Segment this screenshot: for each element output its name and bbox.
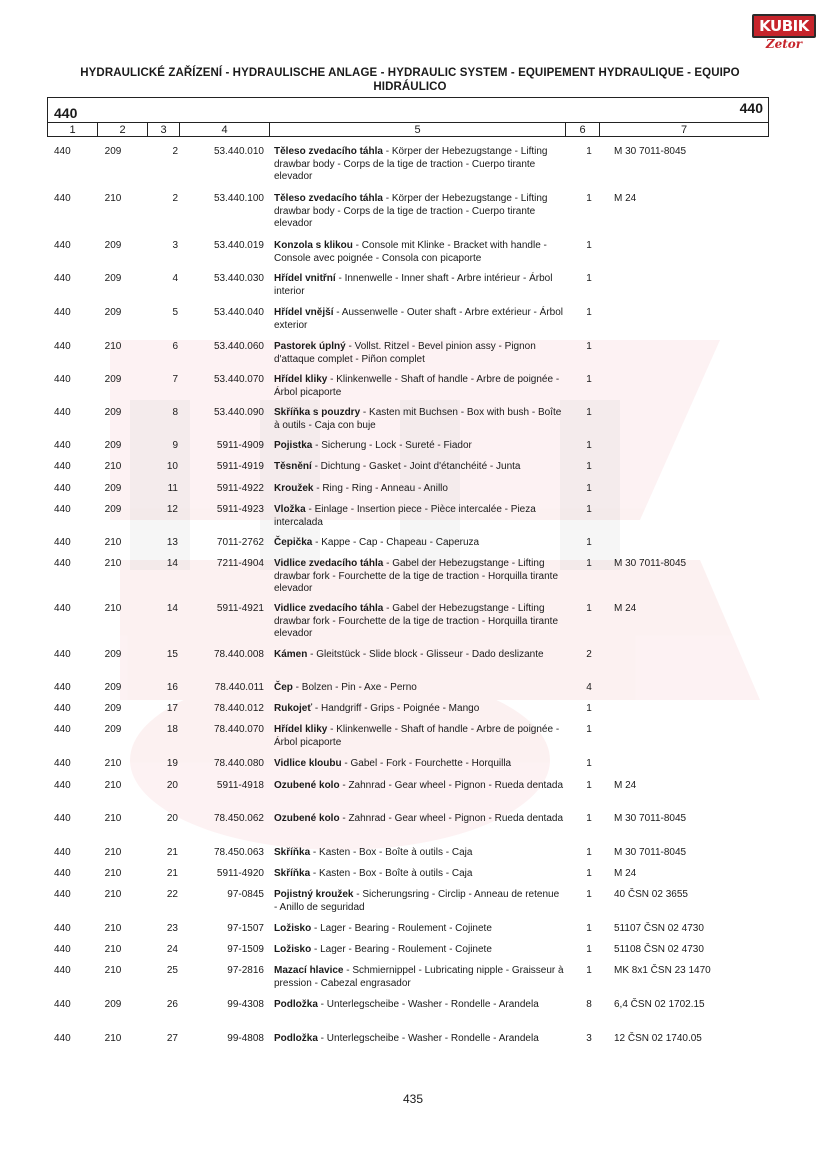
cell-description xyxy=(274,780,564,793)
part-name: Těsnění xyxy=(274,461,312,472)
cell-group: 440 xyxy=(54,440,71,451)
cell-position: 27 xyxy=(166,1033,178,1044)
cell-group: 440 xyxy=(54,407,71,418)
cell-quantity: 1 xyxy=(586,440,592,451)
cell-position: 2 xyxy=(172,193,178,204)
cell-part-number: 53.440.100 xyxy=(213,193,264,204)
section-title xyxy=(40,66,780,94)
part-name: Konzola s klikou xyxy=(274,240,353,251)
cell-position: 23 xyxy=(166,923,178,934)
cell-quantity: 1 xyxy=(586,537,592,548)
cell-quantity: 1 xyxy=(586,965,592,976)
cell-quantity: 1 xyxy=(586,944,592,955)
part-name: Vidlice zvedacího táhla xyxy=(274,603,384,614)
cell-description xyxy=(274,682,564,695)
part-translations: - Körper der Hebezugstange - Lifting drawbar body - Corps de la tige de traction - Cuerpo tirante elevador xyxy=(274,146,548,182)
part-name: Těleso zvedacího táhla xyxy=(274,146,383,157)
cell-part-number: 7211-4904 xyxy=(216,558,264,569)
cell-figure: 210 xyxy=(104,1033,122,1044)
part-translations: - Gabel der Hebezugstange - Lifting drawbar fork - Fourchette de la tige de traction - Horquilla tirante elevador xyxy=(274,603,559,639)
cell-figure: 209 xyxy=(104,999,122,1010)
section-title-line1: HYDRAULICKÉ ZAŘÍZENÍ - HYDRAULISCHE ANLAGE - HYDRAULIC SYSTEM - EQUIPEMENT HYDRAULIQUE - EQUIPO xyxy=(80,67,740,79)
cell-figure: 209 xyxy=(104,307,122,318)
part-name: Hřídel kliky xyxy=(274,374,328,385)
cell-position: 20 xyxy=(166,780,178,791)
cell-position: 15 xyxy=(166,649,178,660)
cell-figure: 209 xyxy=(104,440,122,451)
cell-description xyxy=(274,965,564,990)
part-name: Hřídel vnitřní xyxy=(274,273,336,284)
cell-part-number: 53.440.019 xyxy=(213,240,264,251)
cell-part-number: 97-0845 xyxy=(227,889,264,900)
part-translations: - Gleitstück - Slide block - Glisseur - Dado deslizante xyxy=(307,649,544,660)
cell-figure: 210 xyxy=(104,558,122,569)
part-name: Rukojeť xyxy=(274,703,313,714)
cell-position: 17 xyxy=(166,703,178,714)
cell-description xyxy=(274,407,564,432)
cell-description xyxy=(274,504,564,529)
cell-part-number: 53.440.010 xyxy=(213,146,264,157)
cell-part-number: 97-2816 xyxy=(227,965,264,976)
cell-part-number: 53.440.090 xyxy=(213,407,264,418)
cell-quantity: 1 xyxy=(586,847,592,858)
cell-quantity: 4 xyxy=(586,682,592,693)
cell-description xyxy=(274,483,564,496)
cell-part-number: 53.440.070 xyxy=(213,374,264,385)
part-translations: - Kasten - Box - Boîte à outils - Caja xyxy=(310,847,473,858)
cell-group: 440 xyxy=(54,868,71,879)
cell-position: 18 xyxy=(166,724,178,735)
cell-part-number: 78.440.011 xyxy=(214,682,264,693)
cell-group: 440 xyxy=(54,847,71,858)
part-name: Ložisko xyxy=(274,944,312,955)
cell-quantity: 1 xyxy=(586,603,592,614)
cell-position: 9 xyxy=(172,440,178,451)
cell-part-number: 97-1509 xyxy=(227,944,264,955)
cell-figure: 210 xyxy=(104,923,122,934)
part-name: Těleso zvedacího táhla xyxy=(274,193,383,204)
part-name: Hřídel vnější xyxy=(274,307,334,318)
cell-group: 440 xyxy=(54,813,71,824)
cell-position: 13 xyxy=(166,537,178,548)
cell-note: 51107 ČSN 02 4730 xyxy=(614,923,704,934)
part-translations: - Einlage - Insertion piece - Pièce intercalée - Pieza intercalada xyxy=(274,504,536,528)
cell-description xyxy=(274,944,564,957)
column-header-2: 2 xyxy=(98,123,148,137)
cell-group: 440 xyxy=(54,649,71,660)
part-translations: - Schmiernippel - Lubricating nipple - Graisseur à pression - Cabezal engrasador xyxy=(274,965,564,989)
column-header-row xyxy=(48,122,768,137)
cell-group: 440 xyxy=(54,504,71,515)
cell-description xyxy=(274,847,564,860)
cell-position: 11 xyxy=(167,483,178,494)
part-translations: - Vollst. Ritzel - Bevel pinion assy - Pignon d'attaque complet - Piñon complet xyxy=(274,341,536,365)
cell-quantity: 1 xyxy=(586,240,592,251)
cell-part-number: 53.440.060 xyxy=(213,341,264,352)
cell-figure: 209 xyxy=(104,273,122,284)
cell-description xyxy=(274,1033,564,1046)
cell-quantity: 1 xyxy=(586,558,592,569)
cell-note: M 30 7011-8045 xyxy=(614,847,687,858)
cell-group: 440 xyxy=(54,193,71,204)
cell-quantity: 1 xyxy=(586,758,592,769)
part-name: Ozubené kolo xyxy=(274,813,340,824)
group-number-right: 440 xyxy=(739,100,763,116)
cell-figure: 210 xyxy=(104,603,122,614)
cell-group: 440 xyxy=(54,1033,71,1044)
cell-description xyxy=(274,999,564,1012)
cell-position: 4 xyxy=(172,273,178,284)
cell-figure: 210 xyxy=(104,537,122,548)
cell-figure: 210 xyxy=(104,965,122,976)
cell-quantity: 1 xyxy=(586,483,592,494)
cell-part-number: 5911-4918 xyxy=(216,780,264,791)
cell-position: 14 xyxy=(166,603,178,614)
cell-note: 12 ČSN 02 1740.05 xyxy=(614,1033,702,1044)
cell-description xyxy=(274,440,564,453)
cell-position: 19 xyxy=(166,758,178,769)
cell-figure: 209 xyxy=(104,724,122,735)
part-translations: - Körper der Hebezugstange - Lifting drawbar body - Corps de la tige de traction - Cuerpo tirante elevador xyxy=(274,193,548,229)
cell-note: M 30 7011-8045 xyxy=(614,813,687,824)
cell-group: 440 xyxy=(54,273,71,284)
cell-note: M 24 xyxy=(614,603,637,614)
cell-group: 440 xyxy=(54,307,71,318)
part-translations: - Kasten mit Buchsen - Box with bush - Boîte à outils - Caja con buje xyxy=(274,407,562,431)
cell-quantity: 1 xyxy=(586,813,592,824)
cell-quantity: 1 xyxy=(586,504,592,515)
cell-position: 21 xyxy=(166,868,178,879)
part-name: Čepička xyxy=(274,537,313,548)
cell-group: 440 xyxy=(54,146,71,157)
cell-part-number: 99-4808 xyxy=(227,1033,264,1044)
cell-group: 440 xyxy=(54,537,71,548)
cell-note: 40 ČSN 02 3655 xyxy=(614,889,688,900)
cell-quantity: 1 xyxy=(586,273,592,284)
part-translations: - Klinkenwelle - Shaft of handle - Arbre de poignée - Árbol picaporte xyxy=(274,374,560,398)
cell-description xyxy=(274,461,564,474)
part-name: Podložka xyxy=(274,999,318,1010)
cell-quantity: 1 xyxy=(586,146,592,157)
cell-description xyxy=(274,758,564,771)
cell-part-number: 5911-4909 xyxy=(216,440,264,451)
cell-group: 440 xyxy=(54,603,71,614)
table-header xyxy=(47,97,769,137)
cell-group: 440 xyxy=(54,923,71,934)
cell-position: 20 xyxy=(166,813,178,824)
part-translations: - Sicherung - Lock - Sureté - Fiador xyxy=(312,440,472,451)
cell-description xyxy=(274,558,564,596)
cell-quantity: 1 xyxy=(586,780,592,791)
part-name: Skříňka xyxy=(274,868,311,879)
part-translations: - Dichtung - Gasket - Joint d'étanchéité - Junta xyxy=(311,461,521,472)
part-translations: - Ring - Ring - Anneau - Anillo xyxy=(313,483,448,494)
cell-figure: 210 xyxy=(104,847,122,858)
cell-figure: 209 xyxy=(104,703,122,714)
part-translations: - Zahnrad - Gear wheel - Pignon - Rueda dentada xyxy=(339,780,564,791)
cell-group: 440 xyxy=(54,374,71,385)
cell-note: M 30 7011-8045 xyxy=(614,558,687,569)
cell-description xyxy=(274,724,564,749)
part-name: Vidlice kloubu xyxy=(274,758,342,769)
cell-quantity: 1 xyxy=(586,193,592,204)
part-translations: - Zahnrad - Gear wheel - Pignon - Rueda dentada xyxy=(339,813,564,824)
cell-group: 440 xyxy=(54,999,71,1010)
part-name: Vidlice zvedacího táhla xyxy=(274,558,384,569)
cell-position: 12 xyxy=(166,504,178,515)
cell-group: 440 xyxy=(54,965,71,976)
cell-quantity: 1 xyxy=(586,868,592,879)
cell-position: 5 xyxy=(172,307,178,318)
cell-part-number: 78.450.063 xyxy=(213,847,264,858)
part-translations: - Lager - Bearing - Roulement - Cojinete xyxy=(311,944,492,955)
cell-part-number: 53.440.040 xyxy=(213,307,264,318)
cell-figure: 210 xyxy=(104,461,122,472)
cell-position: 22 xyxy=(166,889,178,900)
cell-description xyxy=(274,307,564,332)
cell-figure: 209 xyxy=(104,483,122,494)
part-translations: - Gabel - Fork - Fourchette - Horquilla xyxy=(341,758,512,769)
cell-description xyxy=(274,240,564,265)
cell-part-number: 7011-2762 xyxy=(216,537,264,548)
cell-quantity: 1 xyxy=(586,889,592,900)
cell-part-number: 78.440.080 xyxy=(213,758,264,769)
part-name: Pojistný kroužek xyxy=(274,889,354,900)
cell-figure: 209 xyxy=(104,504,122,515)
cell-figure: 209 xyxy=(104,682,122,693)
cell-position: 7 xyxy=(172,374,178,385)
cell-figure: 210 xyxy=(104,944,122,955)
cell-note: 6,4 ČSN 02 1702.15 xyxy=(614,999,705,1010)
part-name: Podložka xyxy=(274,1033,318,1044)
cell-note: MK 8x1 ČSN 23 1470 xyxy=(614,965,711,976)
cell-description xyxy=(274,649,564,662)
cell-description xyxy=(274,374,564,399)
cell-figure: 209 xyxy=(104,407,122,418)
cell-part-number: 78.440.012 xyxy=(213,703,264,714)
group-number-left: 440 xyxy=(54,105,78,121)
cell-figure: 209 xyxy=(104,146,122,157)
part-name: Skříňka xyxy=(274,847,311,858)
cell-group: 440 xyxy=(54,780,71,791)
cell-note: M 24 xyxy=(614,868,637,879)
cell-group: 440 xyxy=(54,558,71,569)
column-header-3: 3 xyxy=(148,123,180,137)
cell-description xyxy=(274,868,564,881)
cell-group: 440 xyxy=(54,703,71,714)
column-header-5: 5 xyxy=(270,123,566,137)
cell-part-number: 97-1507 xyxy=(227,923,264,934)
cell-description xyxy=(274,923,564,936)
column-header-1: 1 xyxy=(48,123,98,137)
part-name: Vložka xyxy=(274,504,306,515)
column-header-4: 4 xyxy=(180,123,270,137)
cell-quantity: 1 xyxy=(586,341,592,352)
part-name: Kámen xyxy=(274,649,308,660)
part-translations: - Sicherungsring - Circlip - Anneau de retenue - Anillo de seguridad xyxy=(274,889,560,913)
cell-description xyxy=(274,341,564,366)
part-translations: - Gabel der Hebezugstange - Lifting drawbar fork - Fourchette de la tige de traction - Horquilla tirante elevador xyxy=(274,558,559,594)
column-header-7: 7 xyxy=(680,124,688,136)
cell-quantity: 1 xyxy=(586,407,592,418)
part-name: Kroužek xyxy=(274,483,314,494)
cell-part-number: 78.440.070 xyxy=(213,724,264,735)
cell-part-number: 99-4308 xyxy=(227,999,264,1010)
cell-quantity: 1 xyxy=(586,703,592,714)
cell-position: 24 xyxy=(166,944,178,955)
cell-figure: 209 xyxy=(104,649,122,660)
cell-quantity: 3 xyxy=(586,1033,592,1044)
part-name: Hřídel kliky xyxy=(274,724,328,735)
part-name: Čep xyxy=(274,682,293,693)
cell-figure: 210 xyxy=(104,813,122,824)
part-translations: - Aussenwelle - Outer shaft - Arbre extérieur - Árbol exterior xyxy=(274,307,564,331)
section-title-line2: HIDRÁULICO xyxy=(373,81,447,93)
cell-group: 440 xyxy=(54,724,71,735)
cell-quantity: 1 xyxy=(586,461,592,472)
cell-note: 51108 ČSN 02 4730 xyxy=(614,944,704,955)
cell-description xyxy=(274,537,564,550)
column-header-6: 6 xyxy=(566,123,600,137)
part-name: Ozubené kolo xyxy=(274,780,340,791)
cell-part-number: 78.440.008 xyxy=(213,649,264,660)
cell-description xyxy=(274,146,564,184)
cell-position: 26 xyxy=(166,999,178,1010)
cell-group: 440 xyxy=(54,944,71,955)
part-translations: - Bolzen - Pin - Axe - Perno xyxy=(292,682,417,693)
cell-quantity: 1 xyxy=(586,307,592,318)
cell-note: M 30 7011-8045 xyxy=(614,146,687,157)
cell-quantity: 2 xyxy=(586,649,592,660)
cell-quantity: 1 xyxy=(586,374,592,385)
part-name: Mazací hlavice xyxy=(274,965,344,976)
cell-part-number: 5911-4922 xyxy=(216,483,264,494)
cell-quantity: 1 xyxy=(586,724,592,735)
part-translations: - Lager - Bearing - Roulement - Cojinete xyxy=(311,923,492,934)
cell-description xyxy=(274,889,564,914)
cell-group: 440 xyxy=(54,240,71,251)
cell-position: 16 xyxy=(166,682,178,693)
cell-note: M 24 xyxy=(614,193,637,204)
part-translations: - Console mit Klinke - Bracket with handle - Console avec poignée - Consola con picaporte xyxy=(274,240,547,264)
part-translations: - Unterlegscheibe - Washer - Rondelle - Arandela xyxy=(317,1033,539,1044)
cell-position: 10 xyxy=(166,461,178,472)
cell-group: 440 xyxy=(54,461,71,472)
cell-position: 8 xyxy=(172,407,178,418)
part-translations: - Kappe - Cap - Chapeau - Caperuza xyxy=(312,537,480,548)
part-translations: - Innenwelle - Inner shaft - Arbre intérieur - Árbol interior xyxy=(274,273,553,297)
cell-quantity: 1 xyxy=(586,923,592,934)
cell-figure: 209 xyxy=(104,240,122,251)
cell-position: 2 xyxy=(172,146,178,157)
cell-figure: 210 xyxy=(104,868,122,879)
cell-part-number: 5911-4920 xyxy=(216,868,264,879)
cell-description xyxy=(274,813,564,826)
cell-figure: 210 xyxy=(104,758,122,769)
cell-group: 440 xyxy=(54,889,71,900)
cell-group: 440 xyxy=(54,758,71,769)
cell-group: 440 xyxy=(54,682,71,693)
part-translations: - Unterlegscheibe - Washer - Rondelle - Arandela xyxy=(317,999,539,1010)
cell-part-number: 78.450.062 xyxy=(213,813,264,824)
cell-description xyxy=(274,193,564,231)
cell-position: 14 xyxy=(166,558,178,569)
cell-note: M 24 xyxy=(614,780,637,791)
page-number: 435 xyxy=(402,1092,424,1106)
cell-group: 440 xyxy=(54,483,71,494)
kubik-zetor-logo xyxy=(752,14,816,51)
cell-quantity: 8 xyxy=(586,999,592,1010)
cell-figure: 210 xyxy=(104,341,122,352)
cell-part-number: 5911-4919 xyxy=(216,461,264,472)
logo-sub: Zetor xyxy=(765,37,803,51)
cell-part-number: 53.440.030 xyxy=(213,273,264,284)
cell-position: 21 xyxy=(166,847,178,858)
cell-figure: 210 xyxy=(104,193,122,204)
part-name: Skříňka s pouzdry xyxy=(274,407,361,418)
cell-part-number: 5911-4921 xyxy=(216,603,264,614)
cell-figure: 210 xyxy=(104,780,122,791)
cell-figure: 210 xyxy=(104,889,122,900)
part-translations: - Klinkenwelle - Shaft of handle - Arbre de poignée - Árbol picaporte xyxy=(274,724,560,748)
cell-position: 6 xyxy=(172,341,178,352)
cell-description xyxy=(274,703,564,716)
cell-figure: 209 xyxy=(104,374,122,385)
cell-description xyxy=(274,273,564,298)
part-name: Pastorek úplný xyxy=(274,341,346,352)
part-name: Ložisko xyxy=(274,923,312,934)
part-translations: - Kasten - Box - Boîte à outils - Caja xyxy=(310,868,473,879)
cell-description xyxy=(274,603,564,641)
logo-brand: KUBIK xyxy=(752,14,816,38)
part-translations: - Handgriff - Grips - Poignée - Mango xyxy=(312,703,480,714)
cell-group: 440 xyxy=(54,341,71,352)
cell-position: 25 xyxy=(166,965,178,976)
cell-position: 3 xyxy=(172,240,178,251)
cell-part-number: 5911-4923 xyxy=(216,504,264,515)
part-name: Pojistka xyxy=(274,440,313,451)
